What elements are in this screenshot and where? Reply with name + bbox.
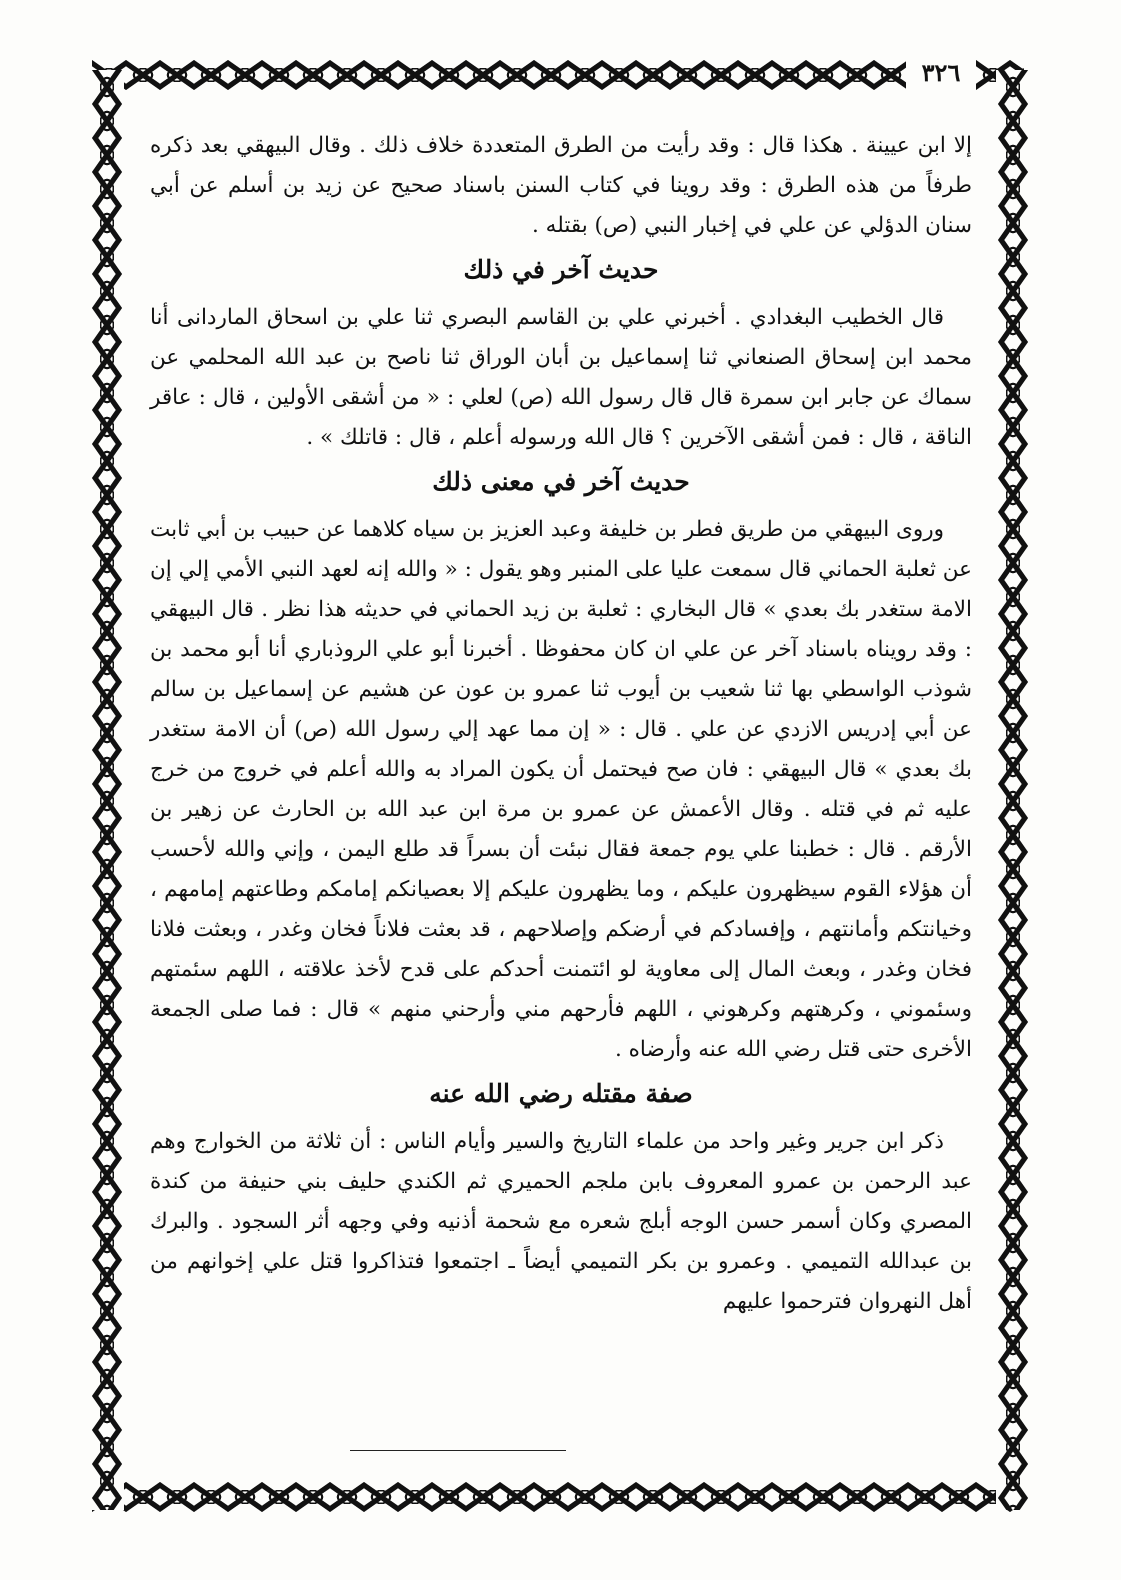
handwritten-underline [350, 1450, 566, 1451]
section-heading-3: صفة مقتله رضي الله عنه [429, 1079, 693, 1108]
paragraph-2: قال الخطيب البغدادي . أخبرني علي بن القاسم البصري ثنا علي بن اسحاق الماردانی أنا محمد ابن إسحاق الصنعاني ثنا إسماعيل بن أبان الوراق ثنا ناصح بن عبد الله المحلمي عن سماك عن جابر ابن سمرة قال قال رسول الله (ص) لعلي : « من أشقى الأولين ، قال : عاقر الناقة ، قال : فمن أشقى الآخرين ؟ قال الله ورسوله أعلم ، قال : قاتلك » . [150, 305, 972, 450]
paragraph-3: وروى البيهقي من طريق فطر بن خليفة وعبد العزيز بن سياه كلاهما عن حبيب بن أبي ثابت عن ثعلبة الحماني قال سمعت عليا على المنبر وهو يقول : « والله إنه لعهد النبي الأمي إلي إن الامة ستغدر بك بعدي » قال البخاري : ثعلبة بن زيد الحماني في حديثه هذا نظر . قال البيهقي : وقد رويناه باسناد آخر عن علي ان كان محفوظا . أخبرنا أبو علي الروذباري أنا أبو محمد بن شوذب الواسطي بها ثنا شعيب بن أيوب ثنا عمرو بن عون عن هشيم عن إسماعيل بن سالم عن أبي إدريس الازدي عن علي . قال : « إن مما عهد إلي رسول الله (ص) أن الامة ستغدر بك بعدي » قال البيهقي : فان صح فيحتمل أن يكون المراد به والله أعلم في خروج من خرج عليه ثم في قتله . وقال الأعمش عن عمرو بن مرة ابن عبد الله بن الحارث عن زهير بن الأرقم . قال : خطبنا علي يوم جمعة فقال نبئت أن بسراً قد طلع اليمن ، وإني والله لأحسب أن هؤلاء القوم سيظهرون عليكم ، وما يظهرون عليكم إلا بعصيانكم إمامكم وطاعتهم إمامهم ، وخيانتكم وأمانتهم ، وإفسادكم في أرضكم وإصلاحهم ، قد بعثت فلاناً فخان وغدر ، وبعثت فلانا فخان وغدر ، وبعث المال إلى معاوية لو ائتمنت أحدكم على قدح لأخذ علاقته ، اللهم سئمتهم وسئموني ، وكرهتهم وكرهوني ، اللهم فأرحهم مني وأرحني منهم » قال : فما صلى الجمعة الأخرى حتى قتل رضي الله عنه وأرضاه . [150, 517, 972, 1062]
section-heading-2: حديث آخر في معنى ذلك [432, 467, 690, 496]
page-number: ٣٢٦ [906, 56, 976, 90]
ornamental-border-top [92, 58, 1024, 92]
ornamental-border-bottom [92, 1480, 1024, 1514]
paragraph-4: ذكر ابن جرير وغير واحد من علماء التاريخ والسير وأيام الناس : أن ثلاثة من الخوارج وهم عبد الرحمن بن عمرو المعروف بابن ملجم الحميري ثم الكندي حليف بني حنيفة من كندة المصري وكان أسمر حسن الوجه أبلج شعره مع شحمة أذنيه وفي وجهه أثر السجود . والبرك بن عبدالله التميمي . وعمرو بن بكر التميمي أيضاً ـ اجتمعوا فتذاكروا قتل علي إخوانهم من أهل النهروان فترحموا عليهم [150, 1129, 972, 1314]
page-body [150, 126, 972, 1466]
paragraph-1: إلا ابن عيينة . هكذا قال : وقد رأيت من الطرق المتعددة خلاف ذلك . وقال البيهقي بعد ذكره طرفاً من هذه الطرق : وقد روينا في كتاب السنن باسناد صحيح عن زيد بن أسلم عن أبي سنان الدؤلي عن علي في إخبار النبي (ص) بقتله . [150, 133, 972, 238]
ornamental-border-right [996, 70, 1030, 1510]
ornamental-border-left [90, 70, 124, 1510]
section-heading-1: حديث آخر في ذلك [463, 255, 659, 284]
